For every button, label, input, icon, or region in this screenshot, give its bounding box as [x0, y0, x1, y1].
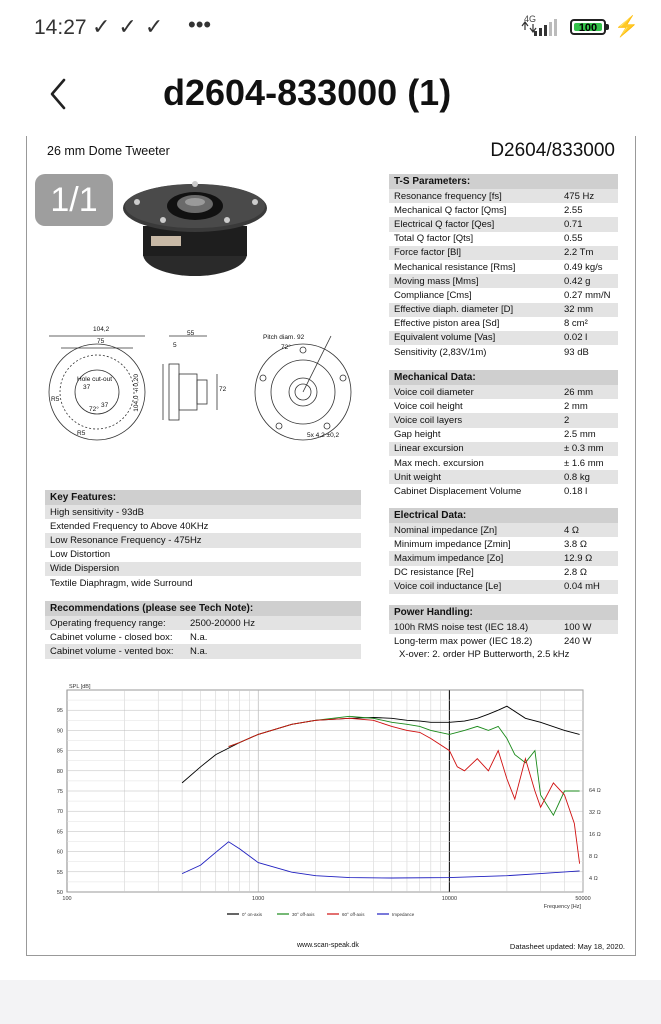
y2-tick-label: 64 Ω [589, 788, 601, 794]
table-row [45, 644, 361, 658]
param-label: Unit weight [389, 470, 559, 484]
dim-r85b: R5 [77, 430, 86, 437]
recs-heading: Recommendations (please see Tech Note): [45, 601, 361, 616]
dim-d6: 72 [219, 386, 227, 393]
param-label: Operating frequency range: [45, 616, 185, 630]
param-label: 100h RMS noise test (IEC 18.4) [389, 620, 559, 634]
table-row [389, 232, 618, 246]
status-bar [0, 0, 661, 56]
dim-pitch: Pitch diam. 92 [263, 334, 305, 341]
tweeter-photo [115, 176, 275, 286]
dim-c37b: 37 [101, 402, 109, 409]
recs-table [45, 616, 361, 659]
dim-d3: 55 [187, 330, 195, 337]
y-tick-label: 60 [56, 849, 63, 856]
param-label: Electrical Q factor [Qes] [389, 217, 559, 231]
elec-table [389, 523, 618, 594]
param-value: 2 mm [559, 399, 618, 413]
param-label: Voice coil height [389, 399, 559, 413]
table-row [389, 345, 618, 359]
param-value: 93 dB [559, 345, 618, 359]
app-header [0, 56, 661, 136]
table-row [389, 484, 618, 498]
y-tick-label: 65 [56, 829, 63, 836]
ts-heading: T-S Parameters: [389, 174, 618, 189]
table-row [389, 523, 618, 537]
param-label: Mechanical Q factor [Qms] [389, 203, 559, 217]
param-value: ± 0.3 mm [559, 442, 618, 456]
features-heading: Key Features: [45, 490, 361, 505]
param-label: Textile Diaphragm, wide Surround [45, 576, 361, 590]
bottom-bar [0, 980, 661, 1024]
param-value: 8 cm² [559, 317, 618, 331]
x-tick-label: 50000 [575, 896, 591, 902]
x-axis-label: Frequency [Hz] [543, 904, 581, 910]
param-value: 0.49 kg/s [559, 260, 618, 274]
param-value: 2.8 Ω [559, 566, 618, 580]
frequency-response-chart [37, 680, 617, 920]
param-value: 0.02 l [559, 331, 618, 345]
table-row [389, 189, 618, 203]
dim-r85a: R5 [51, 396, 60, 403]
product-subtitle: 26 mm Dome Tweeter [47, 144, 170, 158]
param-value: 32 mm [559, 303, 618, 317]
mech-table [389, 385, 618, 499]
param-label: Low Distortion [45, 548, 361, 562]
param-label: Equivalent volume [Vas] [389, 331, 559, 345]
param-label: Maximum impedance [Zo] [389, 551, 559, 565]
x-tick-label: 10000 [441, 896, 458, 902]
param-label: Minimum impedance [Zmin] [389, 537, 559, 551]
table-row [45, 630, 361, 644]
table-row [389, 246, 618, 260]
param-value: 0.18 l [559, 484, 618, 498]
x-tick-label: 100 [62, 896, 72, 902]
param-label: Extended Frequency to Above 40KHz [45, 519, 361, 533]
table-row [389, 566, 618, 580]
table-row [45, 616, 361, 630]
y-tick-label: 85 [56, 748, 63, 755]
table-row [45, 562, 361, 576]
mech-heading: Mechanical Data: [389, 370, 618, 385]
table-row [45, 505, 361, 519]
y-tick-label: 90 [56, 728, 63, 735]
param-label: Mechanical resistance [Rms] [389, 260, 559, 274]
param-label: Sensitivity (2,83V/1m) [389, 345, 559, 359]
charging-icon: ⚡ [614, 16, 639, 38]
param-label: High sensitivity - 93dB [45, 505, 361, 519]
param-label: Low Resonance Frequency - 475Hz [45, 533, 361, 547]
dim-c37a: 37 [83, 384, 91, 391]
param-value: 0.42 g [559, 274, 618, 288]
param-label: Effective piston area [Sd] [389, 317, 559, 331]
y-tick-label: 95 [56, 708, 63, 715]
elec-heading: Electrical Data: [389, 508, 618, 523]
y-axis-label: SPL [dB] [69, 684, 91, 690]
footer-date: Datasheet updated: May 18, 2020. [509, 942, 625, 951]
param-value: 0.55 [559, 232, 618, 246]
legend-label: Impedance [392, 912, 415, 917]
param-label: Cabinet volume - closed box: [45, 630, 185, 644]
y-tick-label: 80 [56, 768, 63, 775]
param-value: 3.8 Ω [559, 537, 618, 551]
param-label: Resonance frequency [fs] [389, 189, 559, 203]
param-label: Compliance [Cms] [389, 288, 559, 302]
dim-cutout: Hole cut-out [77, 376, 113, 383]
param-label: Max mech. excursion [389, 456, 559, 470]
table-row [389, 217, 618, 231]
table-row [389, 456, 618, 470]
param-value: 0.27 mm/N [559, 288, 618, 302]
param-value: 2.5 mm [559, 428, 618, 442]
table-row [389, 580, 618, 594]
table-row [45, 519, 361, 533]
table-row [45, 533, 361, 547]
battery-level: 100 [574, 23, 602, 31]
table-row [389, 203, 618, 217]
battery-icon [570, 19, 606, 35]
param-value: 0.71 [559, 217, 618, 231]
param-value: 475 Hz [559, 189, 618, 203]
dim-d1: 104,2 [93, 326, 110, 333]
y2-tick-label: 4 Ω [589, 876, 598, 882]
param-label: Nominal impedance [Zn] [389, 523, 559, 537]
param-value: 26 mm [559, 385, 618, 399]
param-label: Voice coil diameter [389, 385, 559, 399]
power-note: X-over: 2. order HP Butterworth, 2.5 kHz [399, 649, 570, 660]
param-label: DC resistance [Re] [389, 566, 559, 580]
dim-d2: 75 [97, 338, 105, 345]
table-row [389, 442, 618, 456]
param-label: Force factor [Bl] [389, 246, 559, 260]
table-row [389, 274, 618, 288]
param-label: Long-term max power (IEC 18.2) [389, 634, 559, 648]
ts-table [389, 189, 618, 359]
y-tick-label: 70 [56, 809, 63, 816]
table-row [389, 317, 618, 331]
table-row [389, 428, 618, 442]
legend-label: 60° off-axis [342, 912, 365, 917]
footer-url: www.scan-speak.dk [297, 942, 359, 949]
y2-tick-label: 16 Ω [589, 832, 601, 838]
status-time: 14:27 [34, 16, 87, 39]
table-row [389, 303, 618, 317]
param-label: Gap height [389, 428, 559, 442]
param-value: 240 W [559, 634, 618, 648]
pdf-page[interactable] [26, 136, 636, 956]
table-row [45, 576, 361, 590]
power-heading: Power Handling: [389, 605, 618, 620]
param-label: Linear excursion [389, 442, 559, 456]
y-tick-label: 75 [56, 789, 63, 795]
param-value: ± 1.6 mm [559, 456, 618, 470]
param-value: 4 Ω [559, 523, 618, 537]
table-row [389, 537, 618, 551]
legend-label: 30° off-axis [292, 912, 315, 917]
network-type: 4G [524, 14, 537, 24]
param-value: 2.55 [559, 203, 618, 217]
table-row [389, 399, 618, 413]
document-title: d2604-833000 (1) [163, 72, 452, 113]
param-label: Cabinet volume - vented box: [45, 644, 185, 658]
dim-d4: 5 [173, 342, 177, 349]
param-value: 2.2 Tm [559, 246, 618, 260]
features-table [45, 505, 361, 590]
dim-d5: 104,0 ±0,20 [133, 374, 140, 412]
table-row [389, 288, 618, 302]
param-value: N.a. [185, 644, 361, 658]
y-tick-label: 55 [56, 869, 63, 876]
dim-holes: 5x 4,2 ±0,2 [307, 432, 340, 439]
x-tick-label: 1000 [252, 896, 265, 902]
y2-tick-label: 32 Ω [589, 810, 601, 816]
param-label: Voice coil layers [389, 413, 559, 427]
y2-tick-label: 8 Ω [589, 854, 598, 860]
dim-a72: 72° [89, 406, 99, 413]
more-notifications-icon: ••• [188, 12, 212, 37]
param-label: Moving mass [Mms] [389, 274, 559, 288]
param-label: Total Q factor [Qts] [389, 232, 559, 246]
param-value: 0.8 kg [559, 470, 618, 484]
download-check-icons: ✓✓✓ [92, 14, 172, 39]
param-label: Wide Dispersion [45, 562, 361, 576]
param-value: 2 [559, 413, 618, 427]
table-row [389, 385, 618, 399]
dim-angle: 72° [281, 344, 291, 351]
back-arrow-icon[interactable] [44, 74, 74, 114]
power-table [389, 620, 618, 648]
param-label: Cabinet Displacement Volume [389, 484, 559, 498]
table-row [389, 260, 618, 274]
table-row [45, 548, 361, 562]
param-value: N.a. [185, 630, 361, 644]
product-model: D2604/833000 [490, 140, 615, 161]
table-row [389, 331, 618, 345]
legend-label: 0° on-axis [242, 912, 263, 917]
param-value: 0.04 mH [559, 580, 618, 594]
page-indicator-badge: 1/1 [35, 174, 113, 226]
battery-tip [606, 24, 609, 30]
table-row [389, 470, 618, 484]
table-row [389, 620, 618, 634]
param-value: 12.9 Ω [559, 551, 618, 565]
param-label: Voice coil inductance [Le] [389, 580, 559, 594]
param-label: Effective diaph. diameter [D] [389, 303, 559, 317]
signal-icon [520, 18, 562, 38]
table-row [389, 551, 618, 565]
y-tick-label: 50 [56, 890, 63, 896]
param-value: 2500-20000 Hz [185, 616, 361, 630]
table-row [389, 413, 618, 427]
param-value: 100 W [559, 620, 618, 634]
table-row [389, 634, 618, 648]
